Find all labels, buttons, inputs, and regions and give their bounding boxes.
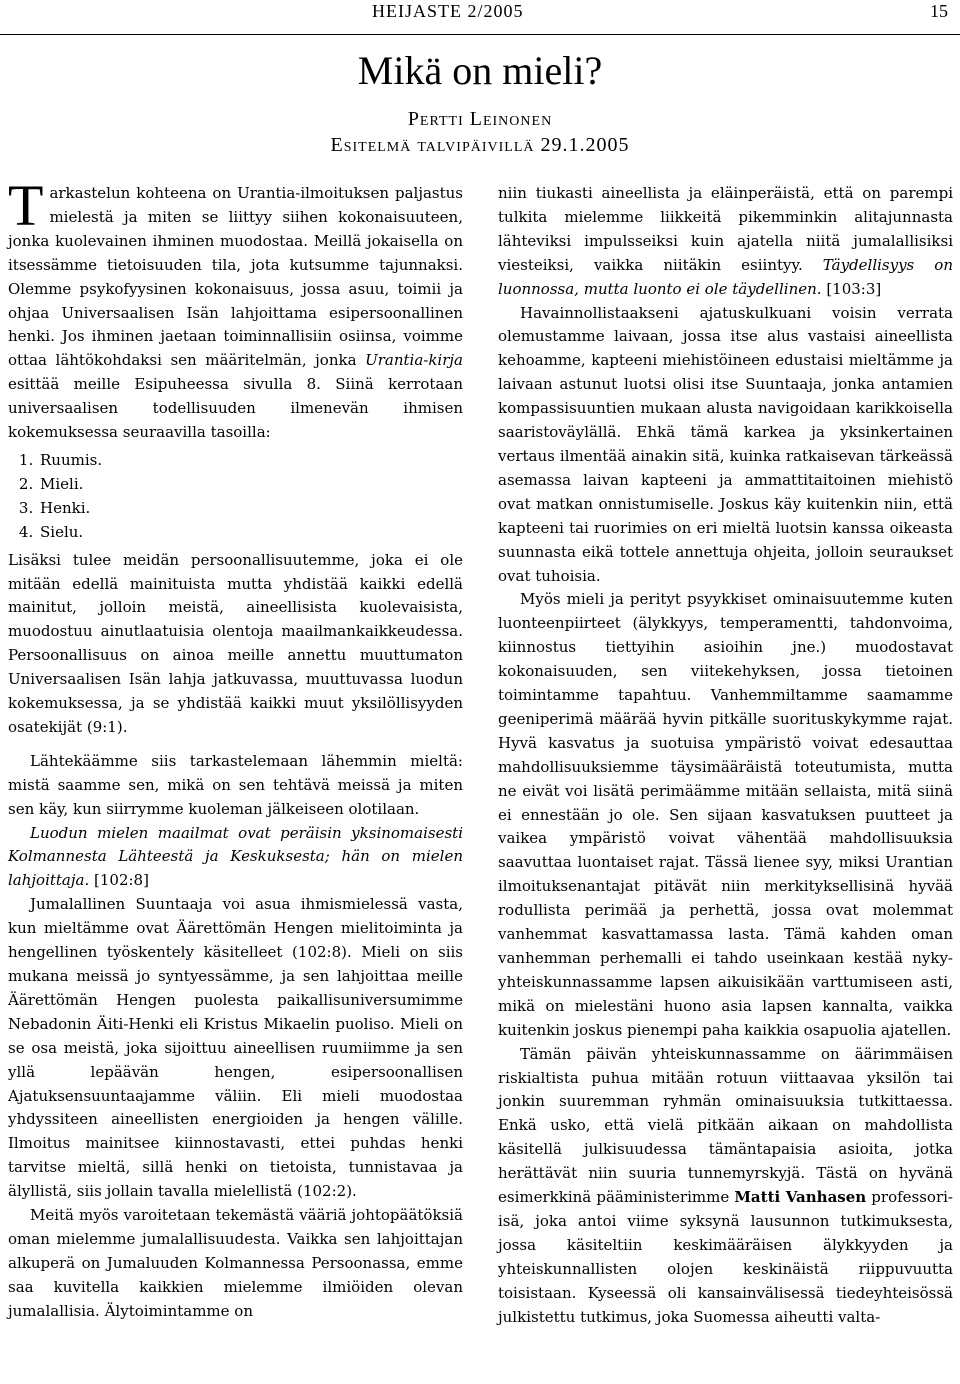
page-number: 15 (930, 1, 948, 21)
list-item: 3. Henki. (38, 497, 463, 521)
article-subtitle: Esitelmä talvipäivillä 29.1.2005 (330, 134, 630, 156)
magazine-issue: HEIJASTE 2/2005 (372, 1, 524, 21)
paragraph-heredity: Myös mieli ja perityt psyykkiset ominaisuutemme kuten luonteenpiirteet (älykkyys, temperamentti, tahdonvoima, kiinnostus tiettyihin asioihin jne.) muodostavat kokonaisuuden, sen viitekehyksen, jossa tietoinen toimintamme tapahtuu. Vanhemmiltamme saamamme geeniperimä määrää hyvin pitkälle suorituskykymme rajat. Hyvä kasvatus ja suotuisa ympäristö voivat edesauttaa mahdollisuuksiemme täysimääräistä toteutumista, mutta ne eivät voi lisätä perimäämme mitään sellaista, mitä siinä ei ennestään jo ole. Sen sijaan kasvatuksen puutteet ja vaikea ympäristö voivat vähentää mahdollisuuksia saavuttaa luontaiset rajat. Tässä lienee syy, miksi Urantian ilmoituksenantajat pitävät niin merkityksellisinä hyvää rodullista perimää ja perhettä, jossa ovat molemmat vanhemmat kasvattamassa lasta. Tämä kahden oman vanhemman perhemalli ei tahdo useinkaan kestää nyky-yhteiskunnassamme lapsen aikuisikään varttumiseen asti, mikä on mielestäni huono asia lapsen kannalta, vaikka kuitenkin joskus pienempi paha kaikkia osapuolia ajatellen. (498, 590, 953, 1039)
paragraph-personality: Lisäksi tulee meidän persoonallisuutemme, joka ei ole mitään edellä mainituista mutta yhdistää kaikki edellä mainitut, jolloin meistä, aineellisista kuolevaisista, muodostuu ainutlaatuisia olentoja maailmankaikkeudessa. Persoonallisuus on ainoa meille annettu muuttumaton Universaalisen Isän lahja jatkuvassa, muuttuvassa luodun kokemuksessa, ja se yhdistää kaikki muut yksilöllisyyden osatekijät (9:1). (8, 550, 463, 736)
quote-text: Luodun mielen maailmat ovat peräisin yksinomaisesti Kolmannesta Lähteestä ja Keskuksesta; hän on mielen lahjoittaja. (8, 823, 463, 890)
paragraph-examine: Lähtekäämme siis tarkastelemaan lähemmin mieltä: mistä saamme sen, mikä on sen tehtävä meissä ja miten sen käy, kun siirrymme kuoleman jälkeiseen olotilaan. (8, 751, 463, 818)
page-header (0, 0, 960, 35)
drop-cap: T (8, 173, 44, 238)
paragraph-adjuster: Jumalallinen Suuntaaja voi asua ihmismielessä vasta, kun mieltämme ovat Äärettömän Hengen mielitoiminta ja hengellinen työskentely käsitelleet (102:8). Mieli on siis mukana meissä jo syntyessämme, ja sen lahjoittaa meille Äärettömän Hengen puolesta paikallisuniversumimme Nebadonin Äiti-Henki eli Kristus Mikaelin puoliso. Mieli on se osa meistä, joka sijoittuu aineellisen ruumiimme ja sen yllä lepäävän hengen, esipersoonallisen Ajatuksensuuntaajamme väliin. Eli mieli muodostaa yhdyssiteen aineellisten energioiden ja hengen välille. Ilmoitus mainitsee kiinnostavasti, ettei puhdas henki tarvitse mieltä, sillä henki on tietoista, tunnistavaa ja älyllistä, siis jollain tavalla mielellistä (102:2). (8, 895, 463, 1201)
quote-paragraph (8, 822, 463, 894)
quote-text: Täydellisyys on luonnossa, mutta luonto ei ole täydellinen. (498, 255, 953, 298)
intro-paragraph: Tarkastelun kohteena on Urantia-ilmoituksen paljastus mielestä ja miten se liittyy siihen kokonaisuuteen, jonka kuolevainen ihminen muodostaa. Meillä jokaisella on itsessämme tietoisuuden tila, jota kutsumme tajunnaksi. Olemme psykofyysinen kokonaisuus, jossa asuu, toimii ja ohjaa Universaalisen Isän lahjoittama esipersoonallinen henki. Jos ihminen jaetaan toiminnallisiin osiinsa, voimme ottaa lähtökohdaksi sen määritelmän, jonka Urantia-kirja esittää meille Esipuheessa sivulla 8. Siinä kerrotaan universaalisen todellisuuden ilmenevän ihmisen kokemuksessa seuraavilla tasoilla: (8, 173, 463, 442)
article-title: Mikä on mieli? (357, 48, 603, 93)
paragraph-warning: Meitä myös varoitetaan tekemästä vääriä johtopäätöksiä oman mielemme jumalallisuudesta. Vaikka sen lahjoittajan alkuperä on Jumaluuden Kolmannessa Persoonassa, emme saa kuvitella kaikkien mielemme ilmiöiden olevan jumalallisia. Älytoimintamme on (8, 1206, 463, 1320)
quote-ref: [102:8] (89, 871, 149, 890)
paragraph-continuation: niin tiukasti aineellista ja eläinperäistä, että on parempi tulkita mielemme liikkeitä pikemminkin alitajunnasta lähteviksi impulsseiksi kuin ajatella niitä jumalallisiksi viesteiksi, vaikka niitäkin esiintyy. Täydellisyys on luonnossa, mutta luonto ei ole täydellinen. [103:3] (498, 184, 953, 298)
person-name: Matti Vanhasen (734, 1188, 867, 1207)
paragraph-ship: Havainnollistaakseni ajatuskulkuani voisin verrata olemustamme laivaan, jossa itse alus vastaisi aineellista kehoamme, kapteeni miehistöineen edustaisi mieltämme ja laivaan astunut luotsi olisi itse Suuntaaja, jonka antamien kompassisuuntien mukaan alusta navigoidaan karikkoisella saaristoväylällä. Ehkä tämä karkea ja yksinkertainen vertaus ilmentää ainakin sitä, kuinka ratkaisevan tärkeässä asemassa laivan kapteeni ja ammattitaitoinen miehistö ovat matkan onnistumiselle. Joskus käy kuitenkin niin, että kapteeni tai ruorimies on eri mieltä luotsin kanssa oikeasta suunnasta eikä tottele annettuja ohjeita, jolloin seuraukset ovat tuhoisia. (498, 303, 953, 585)
quote-ref: [103:3] (821, 279, 882, 298)
article-author: Pertti Leinonen (407, 108, 553, 130)
left-column (8, 173, 463, 1324)
right-column (498, 182, 953, 1330)
levels-list (8, 449, 463, 545)
list-item: 4. Sielu. (38, 521, 463, 545)
list-item: 2. Mieli. (38, 473, 463, 497)
paragraph-society: Tämän päivän yhteiskunnassamme on äärimmäisen riskialtista puhua mitään rotuun viittaavaa yksilön tai jonkin suuremman ryhmän ominaisuuksia tutkittaessa. Enkä usko, että vielä pitkään aikaan on mahdollista käsitellä julkisuudessa tämäntapaisia asioita, jotka herättävät niin suuria tunnemyrskyjä. Tästä on hyvänä esimerkkinä pääministerimme Matti Vanhasen professori-isä, joka antoi viime syksynä lausunnon tutkimuksesta, jossa käsiteltiin keskimääräisen älykkyyden ja yhteiskunnallisten olojen keskinäistä riippuvuutta toisistaan. Kyseessä oli kansainvälisessä tiedeyhteisössä julkistettu tutkimus, joka Suomessa aiheutti valta- (498, 1044, 953, 1326)
list-item: 1. Ruumis. (38, 449, 463, 473)
